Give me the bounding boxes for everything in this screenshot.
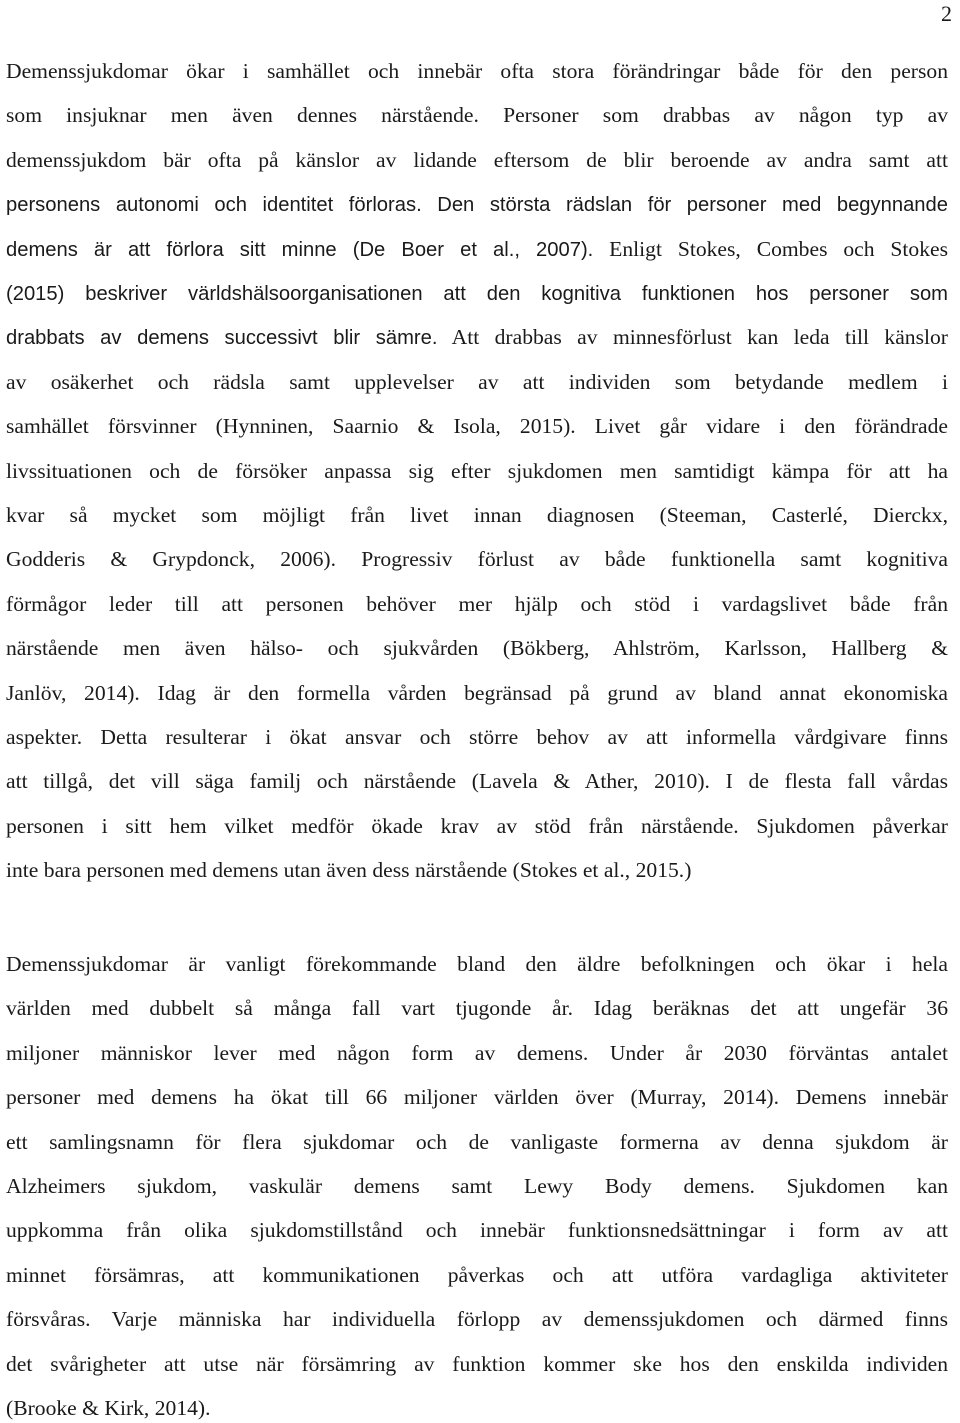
text-segment: försvåras. Varje människa har individuella förlopp av demenssjukdomen och därmed finns	[6, 1307, 948, 1332]
text-segment: närstående men även hälso- och sjukvården (Bökberg, Ahlström, Karlsson, Hallberg &	[6, 636, 948, 661]
text-segment: Demenssjukdomar ökar i samhället och innebär ofta stora förändringar både för den person	[6, 59, 948, 83]
text-line	[6, 635, 948, 661]
text-line	[6, 857, 691, 883]
text-segment: av osäkerhet och rädsla samt upplevelser av att individen som betydande medlem i	[6, 369, 948, 394]
text-segment: Alzheimers sjukdom, vaskulär demens samt Lewy Body demens. Sjukdomen kan	[6, 1174, 948, 1198]
text-line	[6, 724, 948, 750]
text-line	[6, 1262, 948, 1288]
text-segment: kvar så mycket som möjligt från livet innan diagnosen (Steeman, Casterlé, Dierckx,	[6, 503, 948, 527]
text-line	[6, 502, 948, 528]
text-segment: uppkomma från olika sjukdomstillstånd och innebär funktionsnedsättningar i form av att	[6, 1218, 948, 1243]
text-segment: Att drabbas av minnesförlust kan leda till känslor	[437, 325, 948, 350]
text-line	[6, 1395, 211, 1421]
page-number: 2	[941, 1, 952, 26]
text-line	[6, 58, 948, 84]
text-line	[6, 1040, 948, 1066]
text-line	[6, 1084, 948, 1110]
text-line	[6, 191, 948, 218]
text-line	[6, 102, 948, 128]
text-segment: Janlöv, 2014). Idag är den formella vården begränsad på grund av bland annat ekonomiska	[6, 680, 948, 705]
text-segment: demens är att förlora sitt minne (De Boer et al., 2007).	[6, 238, 594, 261]
text-segment: (2015) beskriver världshälsoorganisationen att den kognitiva funktionen hos personer som	[6, 283, 948, 305]
text-line	[6, 324, 948, 351]
text-segment: världen med dubbelt så många fall vart tjugonde år. Idag beräknas det att ungefär 36	[6, 996, 948, 1021]
text-segment: drabbats av demens successivt blir sämre.	[6, 327, 438, 350]
text-segment: som insjuknar men även dennes närstående. Personer som drabbas av någon typ av	[6, 103, 948, 128]
text-segment: Enligt Stokes, Combes och Stokes	[593, 236, 948, 261]
text-line	[6, 1217, 948, 1243]
text-line	[6, 236, 948, 263]
text-line	[6, 369, 948, 395]
text-segment: livssituationen och de försöker anpassa sig efter sjukdomen men samtidigt kämpa för att ha	[6, 458, 948, 483]
text-line	[6, 591, 948, 617]
text-segment: att tillgå, det vill säga familj och närstående (Lavela & Ather, 2010). I de flesta fall vårdas	[6, 769, 948, 794]
text-line	[6, 813, 948, 839]
text-segment: personer med demens ha ökat till 66 miljoner världen över (Murray, 2014). Demens innebär	[6, 1085, 948, 1110]
text-line	[6, 546, 948, 572]
text-line	[6, 768, 948, 794]
text-segment: det svårigheter att utse när försämring av funktion kommer ske hos den enskilda individen	[6, 1351, 948, 1376]
text-segment: ett samlingsnamn för flera sjukdomar och de vanligaste formerna av denna sjukdom är	[6, 1129, 948, 1154]
text-segment: (Brooke & Kirk, 2014).	[6, 1396, 211, 1420]
text-line	[6, 280, 948, 307]
text-line	[6, 951, 948, 977]
text-line	[6, 1129, 948, 1155]
text-line	[6, 995, 948, 1021]
text-line	[6, 147, 948, 173]
text-line	[6, 1306, 948, 1332]
text-segment: inte bara personen med demens utan även dess närstående (Stokes et al., 2015.)	[6, 858, 692, 883]
text-segment: demenssjukdom bär ofta på känslor av lidande eftersom de blir beroende av andra samt att	[6, 147, 948, 172]
text-segment: Godderis & Grypdonck, 2006). Progressiv förlust av både funktionella samt kognitiva	[6, 547, 948, 572]
text-line	[6, 680, 948, 706]
text-segment: personen i sitt hem vilket medför ökade krav av stöd från närstående. Sjukdomen påverkar	[6, 813, 948, 838]
text-line	[6, 413, 948, 439]
text-line	[6, 458, 948, 484]
text-segment: samhället försvinner (Hynninen, Saarnio & Isola, 2015). Livet går vidare i den förändrade	[6, 414, 948, 439]
text-segment: minnet försämras, att kommunikationen påverkas och att utföra vardagliga aktiviteter	[6, 1262, 948, 1287]
text-line	[6, 1351, 948, 1377]
text-segment: förmågor leder till att personen behöver mer hjälp och stöd i vardagslivet både från	[6, 591, 948, 616]
text-segment: personens autonomi och identitet förloras. Den största rädslan för personer med begynnande	[6, 194, 948, 217]
text-segment: Demenssjukdomar är vanligt förekommande bland den äldre befolkningen och ökar i hela	[6, 952, 948, 976]
text-line	[6, 1173, 948, 1199]
text-segment: miljoner människor lever med någon form av demens. Under år 2030 förväntas antalet	[6, 1040, 948, 1065]
text-segment: aspekter. Detta resulterar i ökat ansvar och större behov av att informella vårdgivare finns	[6, 725, 948, 749]
